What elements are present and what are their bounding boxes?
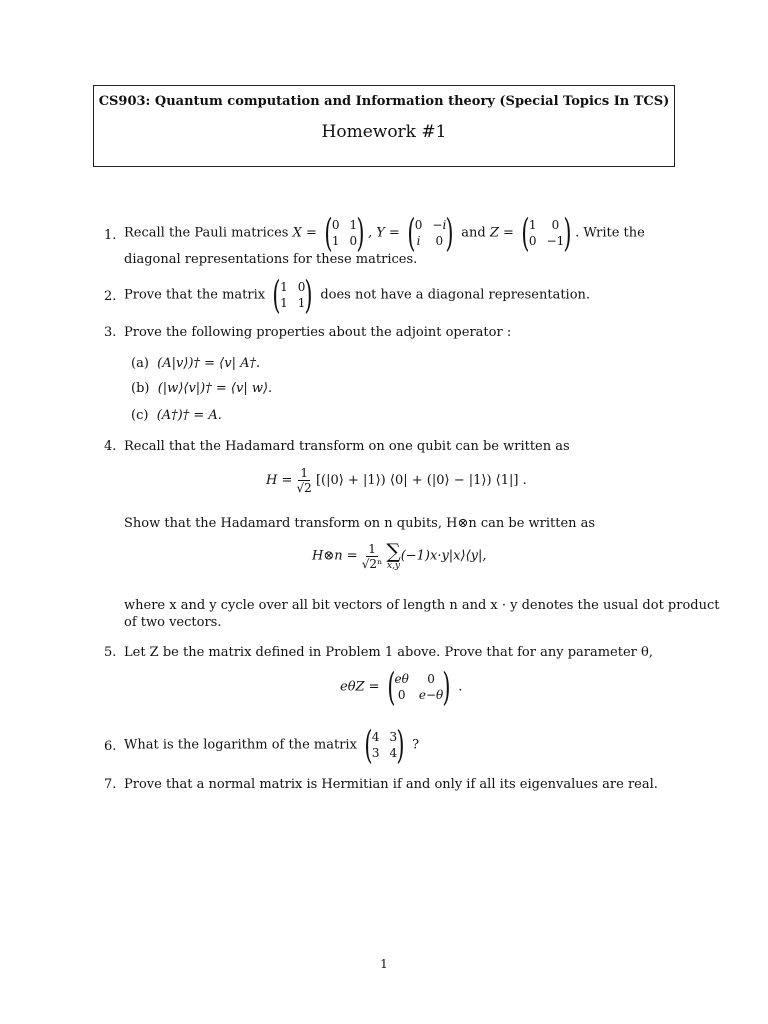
pauli-x-matrix: ( 0 1 1 0 ) bbox=[324, 211, 365, 255]
part-c: (c) (A†)† = A. bbox=[131, 408, 222, 423]
problem-number: 4. bbox=[104, 439, 117, 454]
fraction: $\frac{1}{\text{√2ⁿ}}$ bbox=[361, 541, 383, 571]
matrix-5: ( eθ 0 0 e−θ ) bbox=[387, 665, 451, 709]
part-a: (a) (A|v⟩)† = ⟨v| A†. bbox=[131, 356, 261, 371]
problem-7-text: Prove that a normal matrix is Hermitian if and only if all its eigenvalues are real. bbox=[124, 777, 658, 792]
problem-4-text: Recall that the Hadamard transform on one qubit can be written as bbox=[124, 439, 570, 454]
page-number: 1 bbox=[380, 957, 388, 971]
problem-number: 2. bbox=[104, 289, 117, 304]
problem-4-text2: Show that the Hadamard transform on n qubits, H⊗n can be written as bbox=[124, 516, 596, 531]
course-title: CS903: Quantum computation and Information theory (Special Topics In TCS) bbox=[98, 94, 670, 109]
matrix-6: ( 4 3 3 4 ) bbox=[364, 723, 405, 767]
hadamard-equation: H = $\frac{1}{√2}$ [(|0⟩ + |1⟩) ⟨0| + (|0⟩ − |1⟩) ⟨1|] . bbox=[266, 466, 527, 495]
problem-6-text: What is the logarithm of the matrix ( 4 3 3 4 ) ? bbox=[124, 723, 420, 767]
problem-4-text4: of two vectors. bbox=[124, 615, 222, 630]
part-b: (b) (|w⟩⟨v|)† = ⟨v| w⟩. bbox=[131, 381, 273, 396]
problem-5-text: Let Z be the matrix defined in Problem 1 above. Prove that for any parameter θ, bbox=[124, 645, 653, 660]
problem-number: 5. bbox=[104, 645, 117, 660]
problem-3-text: Prove the following properties about the adjoint operator : bbox=[124, 325, 512, 340]
problem-1-line1: Recall the Pauli matrices X = ( 0 1 1 0 ) , Y = ( 0 −i i 0 ) and Z = ( 1 0 0 −1 ) . Write the bbox=[124, 211, 645, 255]
problem-number: 7. bbox=[104, 777, 117, 792]
problem-2-text: Prove that the matrix ( 1 0 1 1 ) does not have a diagonal representation. bbox=[124, 273, 591, 317]
homework-title: Homework #1 bbox=[321, 122, 447, 142]
matrix-2: ( 1 0 1 1 ) bbox=[272, 273, 313, 317]
problem-number: 6. bbox=[104, 739, 117, 754]
problem-number: 1. bbox=[104, 228, 117, 243]
problem-number: 3. bbox=[104, 325, 117, 340]
pauli-y-matrix: ( 0 −i i 0 ) bbox=[407, 211, 454, 255]
pauli-z-matrix: ( 1 0 0 −1 ) bbox=[521, 211, 572, 255]
fraction: $\frac{1}{√2}$ bbox=[296, 466, 312, 495]
problem-1-line2: diagonal representations for these matrices. bbox=[124, 252, 418, 267]
hadamard-n-equation: H⊗n = $\frac{1}{\text{√2ⁿ}}$ ∑ x,y (−1)x·y|x⟩⟨y|, bbox=[312, 539, 487, 571]
exp-equation: eθZ = ( eθ 0 0 e−θ ) . bbox=[340, 665, 463, 709]
header-box bbox=[93, 85, 675, 167]
problem-4-text3: where x and y cycle over all bit vectors of length n and x · y denotes the usual dot product bbox=[124, 598, 720, 613]
